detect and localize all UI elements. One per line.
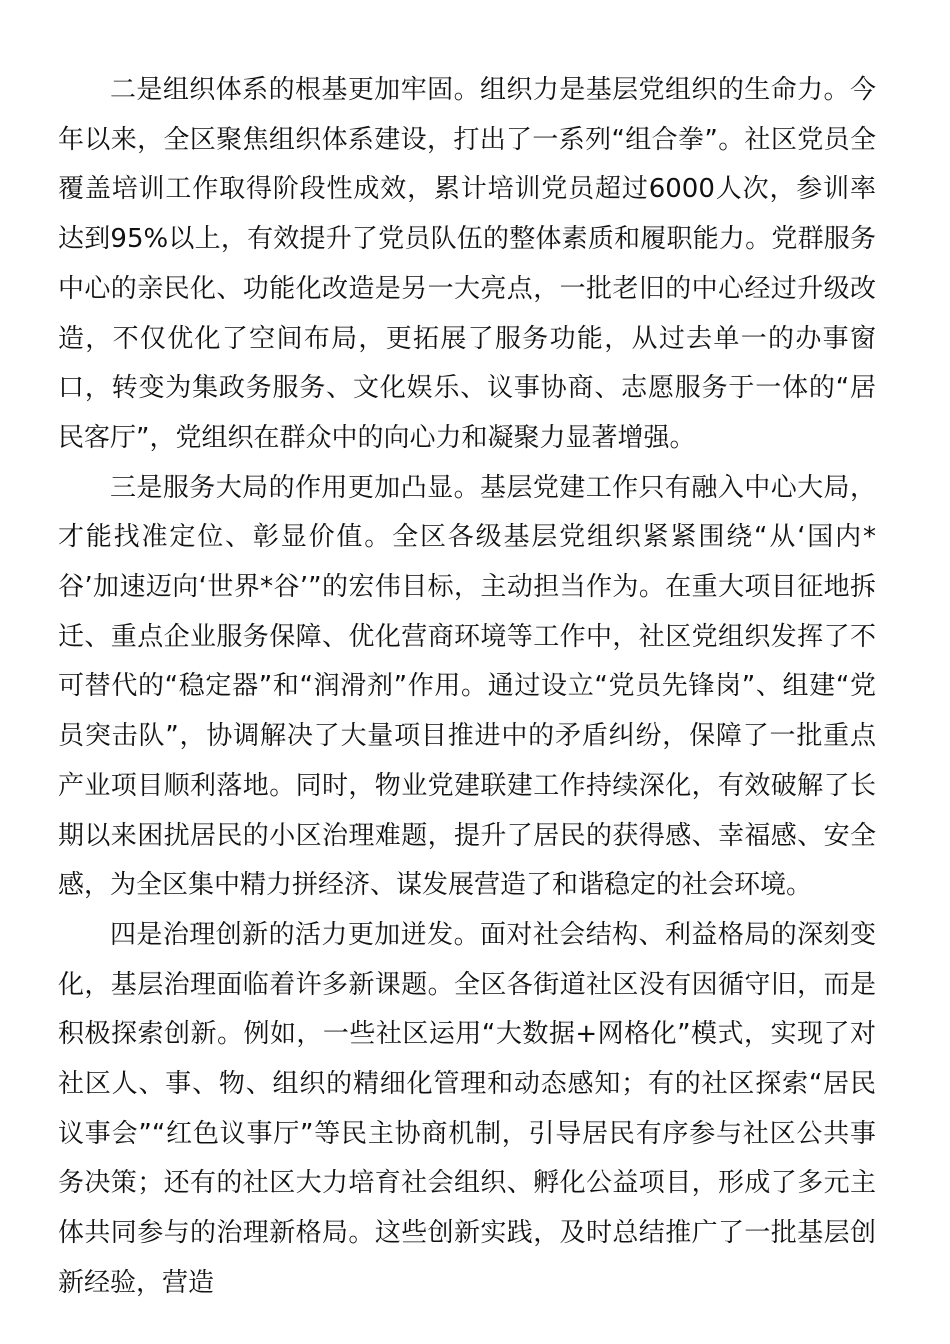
- paragraph-organization-system: 二是组织体系的根基更加牢固。组织力是基层党组织的生命力。今年以来，全区聚焦组织体系建设，打出了一系列“组合拳”。社区党员全覆盖培训工作取得阶段性成效，累计培训党员超过6000人次，参训率达到95%以上，有效提升了党员队伍的整体素质和履职能力。党群服务中心的亲民化、功能化改造是另一大亮点，一批老旧的中心经过升级改造，不仅优化了空间布局，更拓展了服务功能，从过去单一的办事窗口，转变为集政务服务、文化娱乐、议事协商、志愿服务于一体的“居民客厅”，党组织在群众中的向心力和凝聚力显著增强。: [58, 75, 876, 453]
- paragraph-governance-innovation: 四是治理创新的活力更加迸发。面对社会结构、利益格局的深刻变化，基层治理面临着许多新课题。全区各街道社区没有因循守旧，而是积极探索创新。例如，一些社区运用“大数据+网格化”模式，实现了对社区人、事、物、组织的精细化管理和动态感知；有的社区探索“居民议事会”“红色议事厅”等民主协商机制，引导居民有序参与社区公共事务决策；还有的社区大力培育社会组织、孵化公益项目，形成了多元主体共同参与的治理新格局。这些创新实践，及时总结推广了一批基层创新经验，营造: [58, 919, 876, 1298]
- paragraph-serving-overall-situation: 三是服务大局的作用更加凸显。基层党建工作只有融入中心大局，才能找准定位、彰显价值。全区各级基层党组织紧紧围绕“从‘国内*谷’加速迈向‘世界*谷’”的宏伟目标，主动担当作为。在重大项目征地拆迁、重点企业服务保障、优化营商环境等工作中，社区党组织发挥了不可替代的“稳定器”和“润滑剂”作用。通过设立“党员先锋岗”、组建“党员突击队”，协调解决了大量项目推进中的矛盾纠纷，保障了一批重点产业项目顺利落地。同时，物业党建联建工作持续深化，有效破解了长期以来困扰居民的小区治理难题，提升了居民的获得感、幸福感、安全感，为全区集中精力拼经济、谋发展营造了和谐稳定的社会环境。: [58, 472, 876, 901]
- document-body: [58, 66, 876, 1309]
